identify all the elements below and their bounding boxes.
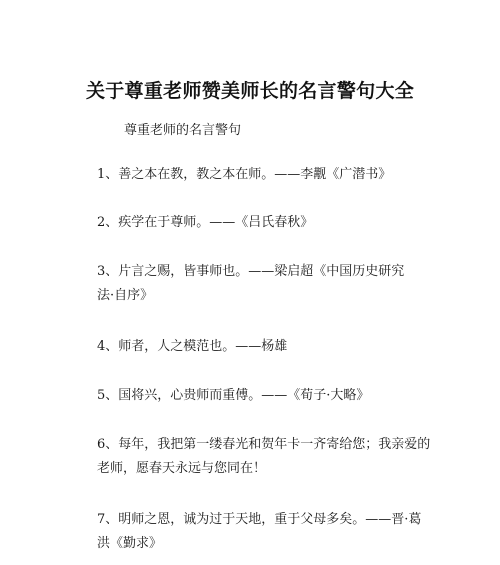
quote-paragraph — [97, 211, 422, 235]
quote-line: 洪《勤求》 — [97, 536, 163, 551]
quote-paragraph — [97, 163, 422, 187]
quote-line: 3、片言之赐，皆事师也。——梁启超《中国历史研究 — [97, 264, 405, 279]
quote-line: 1、善之本在教，教之本在师。——李觏《广潜书》 — [97, 167, 392, 182]
quote-paragraph — [97, 384, 422, 408]
quote-paragraph — [97, 433, 431, 481]
section-subtitle: 尊重老师的名言警句 — [124, 123, 242, 138]
quote-line: 2、疾学在于尊师。——《吕氏春秋》 — [97, 215, 314, 230]
quote-paragraph — [97, 335, 422, 359]
quote-line: 法·自序》 — [97, 288, 154, 303]
quote-paragraph — [97, 508, 422, 556]
quote-line: 老师，愿春天永远与您同在！ — [97, 461, 267, 476]
quote-paragraph — [97, 260, 422, 308]
quote-line: 6、每年，我把第一缕春光和贺年卡一齐寄给您；我亲爱的 — [97, 437, 431, 452]
quote-line: 5、国将兴，心贵师而重傅。——《荀子·大略》 — [97, 388, 370, 403]
quote-line: 4、师者，人之模范也。——杨雄 — [97, 339, 288, 354]
page-title: 关于尊重老师赞美师长的名言警句大全 — [85, 80, 415, 102]
quote-line: 7、明师之恩，诚为过于天地，重于父母多矣。——晋·葛 — [97, 512, 422, 527]
